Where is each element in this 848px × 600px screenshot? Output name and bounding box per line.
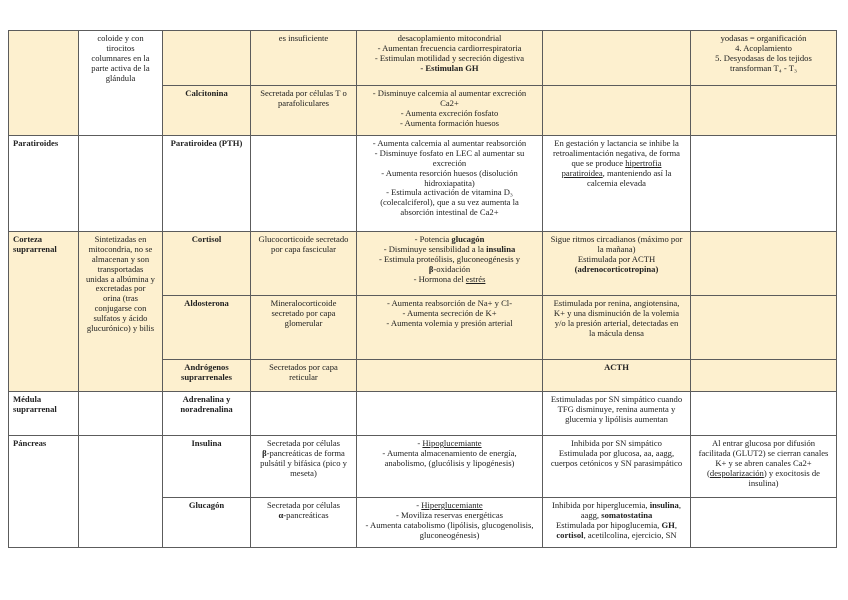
- text-part: ) y exocitosis de: [763, 467, 820, 478]
- cell-hormona-cortisol: [163, 232, 251, 296]
- text-line: - Aumenta excreción fosfato: [400, 107, 499, 118]
- text-line: coloide y con: [97, 33, 144, 43]
- text-line: mitocondria, no se: [88, 243, 153, 254]
- row-insulina: [9, 436, 837, 498]
- text-part: -: [417, 438, 421, 448]
- text-line: (adrenocorticotropina): [574, 263, 659, 274]
- cell-sintesis-tiroides: [79, 31, 163, 136]
- cell-hormona-pth: [163, 136, 251, 232]
- text-part: Inhibida por hiperglucemia,: [551, 500, 648, 510]
- text-part: aagg,: [580, 509, 600, 520]
- cell-funcion-glucagon: [357, 498, 543, 548]
- text-line: Secretada por células: [266, 500, 340, 510]
- text-line: secretado por capa: [271, 307, 336, 318]
- text-line: 5. Desyodasas de los tejidos: [715, 52, 812, 63]
- text-emph: insulina: [649, 500, 679, 510]
- cell-organ-medula: [9, 392, 79, 436]
- text-line: Mineralocorticoide: [270, 298, 337, 308]
- cell-regulacion-cortisol: [543, 232, 691, 296]
- hormone-table: [8, 30, 837, 548]
- text-line: - Moviliza reservas energéticas: [396, 509, 503, 520]
- row-cortisol: [9, 232, 837, 296]
- hormone-name: Aldosterona: [184, 298, 229, 308]
- hormone-name: noradrenalina: [180, 403, 233, 414]
- cell-hormona-aldosterona: [163, 296, 251, 360]
- text-line: Inhibida por SN simpático: [571, 438, 662, 448]
- cell-notas-tiroideas: [691, 31, 837, 86]
- cell-funcion-pth: [357, 136, 543, 232]
- hormone-name: Calcitonina: [185, 88, 228, 98]
- cell-funcion-insulina: [357, 436, 543, 498]
- cell-notas-glucagon: [691, 498, 837, 548]
- text-underlined: Hipoglucemiante: [422, 438, 482, 448]
- text-line: Secretada por células: [266, 438, 340, 448]
- text-line: excretadas por: [95, 283, 146, 294]
- hormone-name: Adrenalina y: [182, 394, 231, 404]
- row-tiroides-hormonas: [9, 31, 837, 86]
- organ-name: Corteza: [13, 234, 43, 244]
- cell-sintesis-pancreas: [79, 436, 163, 548]
- text-line: [361, 275, 538, 285]
- text-line: orina (tras: [102, 293, 139, 304]
- organ-name: suprarrenal: [13, 243, 57, 254]
- cell-origen-pth: [251, 136, 357, 232]
- text-line: Ca2+: [440, 97, 459, 108]
- cell-organ-corteza: [9, 232, 79, 392]
- hormone-name: Paratiroidea (PTH): [170, 138, 243, 148]
- cell-organ-paratiroides: [9, 136, 79, 232]
- text-line: Sigue ritmos circadianos (máximo por: [550, 234, 683, 244]
- organ-name: Médula: [13, 394, 42, 404]
- text-part: -pancreáticas: [283, 509, 329, 520]
- cell-notas-androgenos: [691, 360, 837, 392]
- organ-name: Páncreas: [13, 438, 47, 448]
- text-line: reticular: [289, 371, 318, 382]
- cell-origen-aldosterona: [251, 296, 357, 360]
- text-part: -oxidación: [433, 263, 471, 274]
- text-line: Secretados por capa: [269, 362, 338, 372]
- cell-origen-androgenos: [251, 360, 357, 392]
- text-line: columnares en la: [91, 52, 150, 63]
- text-line: absorción intestinal de Ca2+: [400, 207, 499, 218]
- text-part: , acetilcolina, ejercicio, SN: [583, 529, 677, 540]
- text-line: - Aumenta formación huesos: [399, 117, 500, 128]
- text-part: - Hormona del: [413, 273, 464, 284]
- cell-hormona-calcitonina: [163, 86, 251, 136]
- cell-funcion-adrenalina: [357, 392, 543, 436]
- text-part: Estimulada por hipoglucemia,: [555, 519, 660, 530]
- text-line: por capa fascicular: [271, 243, 336, 254]
- text-emph: β: [262, 447, 267, 458]
- text-line: [547, 531, 686, 541]
- cell-funcion-calcitonina: [357, 86, 543, 136]
- cell-origen-tiroideas: [251, 31, 357, 86]
- text-line: - Disminuye calcemia al aumentar excreción: [372, 88, 527, 98]
- text-line: transportadas: [97, 263, 144, 274]
- cell-funcion-cortisol: [357, 232, 543, 296]
- cell-regulacion-insulina: [543, 436, 691, 498]
- cell-regulacion-aldosterona: [543, 296, 691, 360]
- text-part: ,: [678, 500, 681, 510]
- text-emph: insulina: [486, 243, 516, 254]
- text-line: facilitada (GLUT2) se cierran canales: [698, 447, 829, 458]
- cell-regulacion-pth: [543, 136, 691, 232]
- text-line: 4. Acoplamiento: [735, 42, 792, 53]
- row-medula: [9, 392, 837, 436]
- text-line: excreción: [432, 157, 467, 168]
- organ-name: Paratiroides: [13, 138, 59, 148]
- text-line: la mañana): [597, 243, 636, 254]
- cell-hormona-insulina: [163, 436, 251, 498]
- text-line: Al entrar glucosa por difusión: [711, 438, 816, 448]
- text-line: [361, 64, 538, 74]
- text-emph: glucagón: [451, 234, 485, 244]
- text-line: transforman T₄ - T₃: [729, 62, 797, 73]
- text-line: es insuficiente: [278, 33, 329, 43]
- cell-origen-calcitonina: [251, 86, 357, 136]
- cell-hormona-glucagon: [163, 498, 251, 548]
- text-line: la mácula densa: [589, 327, 644, 338]
- hormone-name: Andrógenos: [184, 362, 229, 372]
- text-line: gluconeogénesis): [419, 529, 480, 540]
- text-emph: somatostatina: [601, 509, 653, 520]
- text-part: -pancreáticas de forma: [266, 447, 345, 458]
- cell-notas-aldosterona: [691, 296, 837, 360]
- text-underlined: despolarización: [709, 467, 764, 478]
- text-line: Estimulada por renina, angiotensina,: [553, 298, 680, 308]
- cell-organ-pancreas: [9, 436, 79, 548]
- text-line: pulsátil y bifásica (pico y: [260, 457, 347, 468]
- text-line: hidroxiapatita): [424, 177, 475, 188]
- text-line: tirocitos: [106, 42, 135, 53]
- cell-sintesis-medula: [79, 392, 163, 436]
- text-line: ACTH: [604, 362, 629, 372]
- text-emph: cortisol: [556, 529, 584, 540]
- text-line: - Aumenta reabsorción de Na+ y Cl-: [386, 298, 513, 308]
- organ-name: suprarrenal: [13, 403, 57, 414]
- text-emph: α: [278, 509, 284, 520]
- text-line: glomerular: [284, 317, 323, 328]
- text-part: (: [707, 467, 710, 478]
- text-line: - Aumenta volemia y presión arterial: [386, 317, 513, 328]
- text-line: - Aumentan frecuencia cardiorrespiratoria: [377, 42, 522, 53]
- cell-regulacion-androgenos: [543, 360, 691, 392]
- cell-origen-adrenalina: [251, 392, 357, 436]
- hormone-name: Glucagón: [188, 500, 225, 510]
- cell-hormona-androgenos: [163, 360, 251, 392]
- text-line: anabolismo, (glucólisis y lipogénesis): [384, 457, 515, 468]
- text-emph: β: [428, 263, 434, 274]
- text-line: yodasas = organificación: [720, 33, 807, 43]
- text-line: Sintetizadas en: [94, 234, 147, 244]
- hormone-name: Insulina: [191, 438, 222, 448]
- cell-regulacion-calcitonina: [543, 86, 691, 136]
- hormone-name: Cortisol: [191, 234, 222, 244]
- text-line: Estimulada por glucosa, aa, aagg,: [558, 447, 675, 458]
- text-line: almacenan y son: [91, 253, 150, 264]
- cell-origen-insulina: [251, 436, 357, 498]
- text-line: glándula: [105, 72, 136, 83]
- text-line: Estimulada por ACTH: [577, 253, 656, 264]
- cell-sintesis-paratiroides: [79, 136, 163, 232]
- text-emph: - Estimula activación de vitamina D₃: [386, 187, 513, 198]
- cell-notas-insulina: [691, 436, 837, 498]
- text-part: ,: [674, 519, 678, 530]
- text-line: y/o la presión arterial, detectadas en: [554, 317, 679, 328]
- text-underlined: Hiperglucemiante: [421, 500, 483, 510]
- text-line: parafoliculares: [277, 97, 330, 108]
- text-line: - Aumenta secreción de K+: [402, 307, 497, 318]
- cell-notas-cortisol: [691, 232, 837, 296]
- text-emph: (colecalciferol), que a su vez aumenta la: [380, 197, 519, 208]
- text-line: [255, 511, 352, 521]
- text-line: retroalimentación negativa, de forma: [553, 147, 680, 158]
- text-part: - Potencia: [414, 234, 450, 244]
- cell-regulacion-glucagon: [543, 498, 691, 548]
- text-line: - Estimulan motilidad y secreción digestiva: [374, 52, 525, 63]
- text-line: En gestación y lactancia se inhibe la: [554, 138, 679, 148]
- text-line: TFG disminuye, renina aumenta y: [557, 403, 676, 414]
- cell-funcion-tiroideas: [357, 31, 543, 86]
- cell-regulacion-adrenalina: [543, 392, 691, 436]
- text-emph: - Estimulan GH: [420, 62, 479, 73]
- hormone-name: suprarrenales: [181, 371, 232, 382]
- text-underlined: paratiroidea: [561, 167, 603, 178]
- cell-organ-tiroides: [9, 31, 79, 136]
- text-part: -: [416, 500, 420, 510]
- text-line: K+ y una disminución de la volemia: [553, 307, 680, 318]
- cell-funcion-androgenos: [357, 360, 543, 392]
- cell-origen-glucagon: [251, 498, 357, 548]
- cell-sintesis-corteza: [79, 232, 163, 392]
- text-part: que se produce: [571, 157, 624, 168]
- text-underlined: hipertrofia: [625, 157, 662, 168]
- text-line: calcemia elevada: [587, 177, 646, 188]
- text-part: - Disminuye sensibilidad a la: [383, 243, 484, 254]
- text-underlined: estrés: [465, 273, 486, 284]
- cell-notas-adrenalina: [691, 392, 837, 436]
- text-line: parte activa de la: [91, 62, 150, 73]
- cell-hormona-adrenalina: [163, 392, 251, 436]
- text-line: - Estimula proteólisis, gluconeogénesis y: [378, 253, 521, 264]
- text-line: desacoplamiento mitocondrial: [397, 33, 502, 43]
- text-line: - Aumenta calcemia al aumentar reabsorción: [372, 138, 527, 148]
- text-line: Secretada por células T o: [260, 88, 347, 98]
- text-line: sulfatos y ácido: [93, 313, 148, 323]
- text-line: - Aumenta catabolismo (lipólisis, glucogenolisis,: [365, 519, 534, 530]
- cell-funcion-aldosterona: [357, 296, 543, 360]
- text-line: glucurónico) y bilis: [86, 322, 155, 333]
- text-line: meseta): [290, 467, 317, 478]
- text-line: conjugarse con: [94, 303, 147, 314]
- text-part: , manteniendo así la: [602, 167, 672, 178]
- cell-notas-calcitonina: [691, 86, 837, 136]
- text-line: glucemia y lipólisis aumentan: [565, 413, 668, 424]
- cell-regulacion-tiroideas: [543, 31, 691, 86]
- text-line: unidas a albúmina y: [86, 273, 155, 284]
- text-line: - Aumenta almacenamiento de energía,: [382, 447, 517, 458]
- text-line: K+ y se abren canales Ca2+: [715, 457, 812, 468]
- cell-origen-cortisol: [251, 232, 357, 296]
- text-line: insulina): [748, 477, 779, 488]
- text-emph: GH: [661, 519, 675, 530]
- row-paratiroides: [9, 136, 837, 232]
- cell-notas-pth: [691, 136, 837, 232]
- cell-hormona-tiroideas: [163, 31, 251, 86]
- text-line: cuerpos cetónicos y SN parasimpático: [550, 457, 683, 468]
- text-line: Estimuladas por SN simpático cuando: [550, 394, 683, 404]
- text-line: Glucocorticoide secretado: [258, 234, 349, 244]
- text-line: - Aumenta resorción huesos (disolución: [381, 167, 518, 178]
- text-line: - Disminuye fosfato en LEC al aumentar su: [374, 147, 525, 158]
